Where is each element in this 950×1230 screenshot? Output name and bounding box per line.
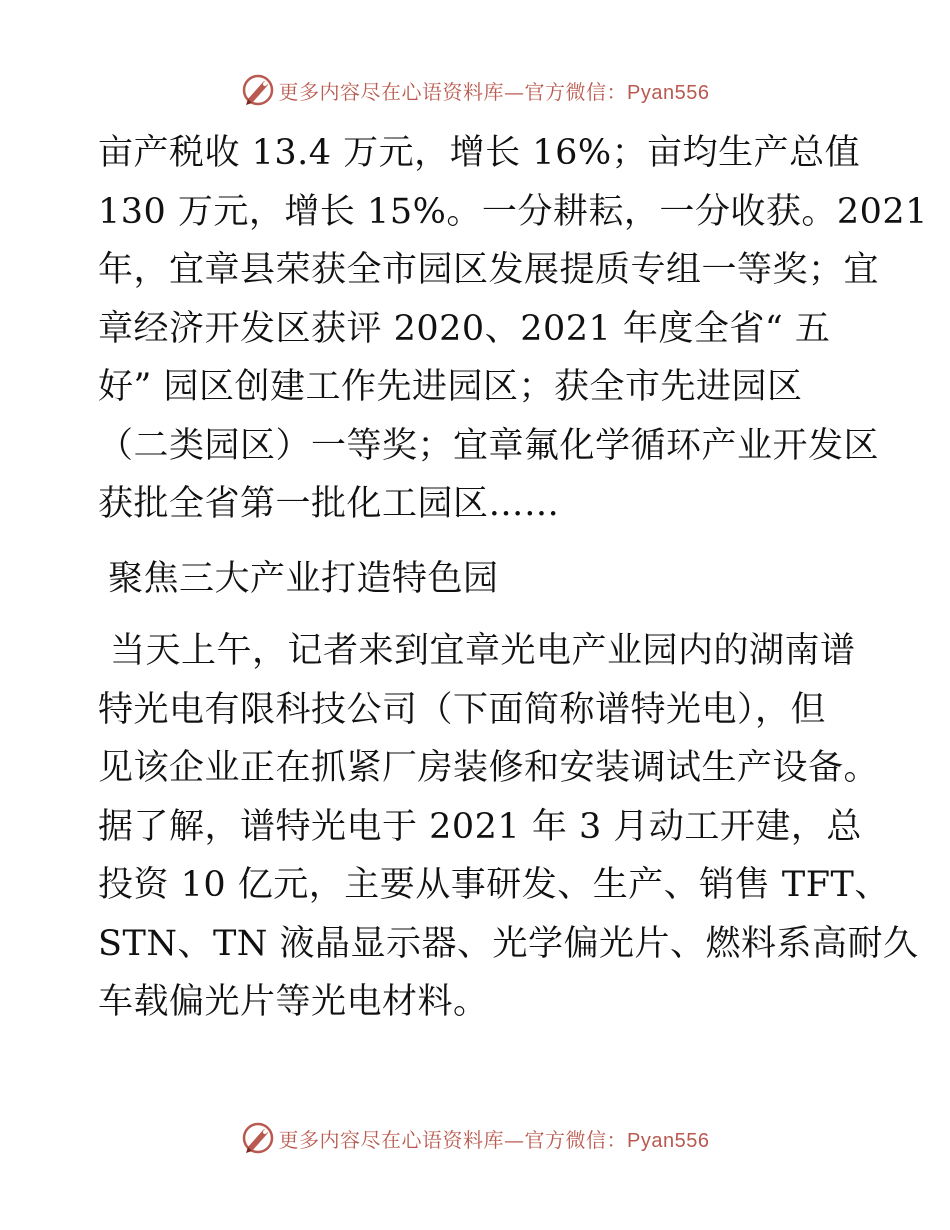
paragraph-line: 车载偏光片等光电材料。 (98, 982, 489, 1022)
paragraph-line: 获批全省第一批化工园区…… (98, 484, 560, 524)
header-banner-text: 更多内容尽在心语资料库—官方微信：Pyan556 (278, 79, 710, 104)
footer-banner-content (241, 1121, 710, 1155)
header-banner (0, 70, 950, 110)
paragraph-line: STN、TN 液晶显示器、光学偏光片、燃料系高耐久 (98, 923, 919, 964)
footer-banner (0, 1118, 950, 1158)
header-banner-content (241, 73, 710, 107)
paragraph-line: 见该企业正在抓紧厂房装修和安装调试生产设备。 (98, 748, 880, 788)
paragraph-1 (98, 124, 928, 534)
paragraph-2 (98, 622, 919, 1032)
paragraph-line: 投资 10 亿元，主要从事研发、生产、销售 TFT、 (98, 865, 890, 905)
paragraph-line: 好” 园区创建工作先进园区；获全市先进园区 (98, 367, 803, 407)
paragraph-line: 据了解，谱特光电于 2021 年 3 月动工开建，总 (98, 806, 862, 847)
paragraph-line: 特光电有限科技公司（下面简称谱特光电），但 (98, 689, 827, 730)
document-body (98, 124, 928, 1032)
section-heading: 聚焦三大产业打造特色园 (108, 558, 499, 599)
pen-logo-icon (241, 1121, 275, 1155)
pen-logo-icon (241, 73, 275, 107)
paragraph-line: 亩产税收 13.4 万元，增长 16%；亩均生产总值 (98, 133, 861, 173)
footer-banner-text: 更多内容尽在心语资料库—官方微信：Pyan556 (278, 1127, 710, 1152)
paragraph-line: 章经济开发区获评 2020、2021 年度全省“ 五 (98, 308, 831, 349)
paragraph-line: 当天上午，记者来到宜章光电产业园内的湖南谱 (110, 631, 856, 671)
paragraph-line: （二类园区）一等奖；宜章氟化学循环产业开发区 (98, 425, 880, 466)
paragraph-line: 130 万元，增长 15%。一分耕耘，一分收获。2021 (98, 191, 928, 232)
paragraph-line: 年，宜章县荣获全市园区发展提质专组一等奖；宜 (98, 250, 880, 290)
